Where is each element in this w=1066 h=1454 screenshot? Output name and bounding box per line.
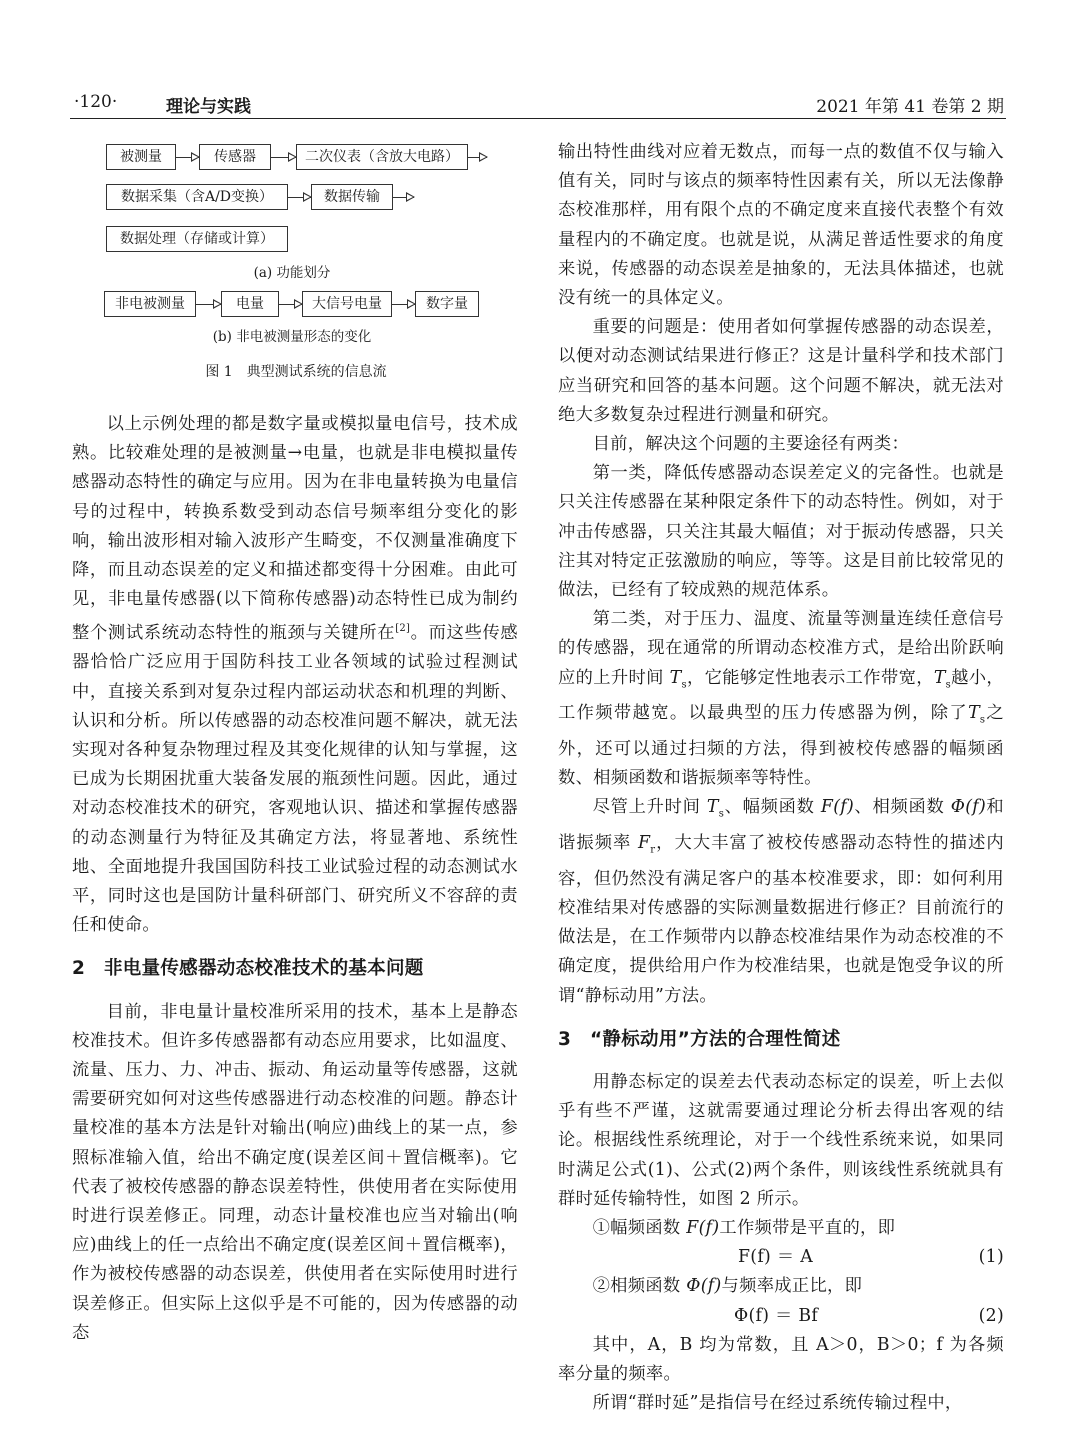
- flow-box: 二次仪表（含放大电路）: [296, 144, 468, 170]
- equation-1: F(f) ＝ A (1): [738, 1247, 1004, 1268]
- condition-1: ①幅频函数 F(f)工作频带是平直的，即: [592, 1217, 896, 1238]
- flow-box: 传感器: [199, 144, 271, 170]
- flow-box: 数据传输: [311, 184, 393, 210]
- arrow-icon: [195, 304, 221, 305]
- arrow-icon: [391, 304, 415, 305]
- paragraph: 重要的问题是：使用者如何掌握传感器的动态误差，以便对动态测试结果进行修正？这是计量科学和技术部门应当研究和回答的基本问题。这个问题不解决，就无法对绝大多数复杂过程进行测量和研究。: [558, 317, 1004, 425]
- figure-caption-a: (a) 功能划分: [253, 265, 331, 281]
- paragraph: 以上示例处理的都是数字量或模拟量电信号，技术成熟。比较难处理的是被测量→电量，也就是非电模拟量传感器动态特性的确定与应用。因为在非电量转换为电量信号的过程中，转换系数受到动态信号频率组分变化的影响，输出波形相对输入波形产生畸变，不仅测量准确度下降，而且动态误差的定义和描述都变得十分困难。由此可见，非电量传感器(以下简称传感器)动态特性已成为制约整个测试系统动态特性的瓶颈与关键所在[2]。而这些传感器恰恰广泛应用于国防科技工业各领域的试验过程测试中，直接关系到对复杂过程内部运动状态和机理的判断、认识和分析。所以传感器的动态校准问题不解决，就无法实现对各种复杂物理过程及其变化规律的认知与掌握，这已成为长期困扰重大装备发展的瓶颈性问题。因此，通过对动态校准技术的研究，客观地认识、描述和掌握传感器的动态测量行为特征及其确定方法，将显著地、系统性地、全面地提升我国国防科技工业试验过程的动态测试水平，同时这也是国防计量科研部门、研究所义不容辞的责任和使命。: [72, 414, 518, 936]
- arrow-icon: [175, 157, 199, 158]
- figure-title: 图 1 典型测试系统的信息流: [205, 364, 387, 380]
- arrow-icon: [278, 304, 302, 305]
- paragraph: 所谓“群时延”是指信号在经过系统传输过程中，: [592, 1393, 963, 1414]
- section-heading: 2 非电量传感器动态校准技术的基本问题: [72, 958, 424, 980]
- journal-section: 理论与实践: [166, 97, 251, 117]
- paragraph: 目前，非电量计量校准所采用的技术，基本上是静态校准技术。但许多传感器都有动态应用要求，比如温度、流量、压力、力、冲击、振动、角运动量等传感器，这就需要研究如何对这些传感器进行动态校准的问题。静态计量校准的基本方法是针对输出(响应)曲线上的某一点，参照标准输入值，给出不确定度(误差区间＋置信概率)。它代表了被校传感器的静态误差特性，供使用者在实际使用时进行误差修正。同理，动态计量校准也应当对输出(响应)曲线上的任一点给出不确定度(误差区间＋置信概率)，作为被校传感器的动态误差，供使用者在实际使用时进行误差修正。但实际上这似乎是不可能的，因为传感器的动态: [72, 1001, 518, 1343]
- arrow-icon: [392, 197, 414, 198]
- page-number: ·120·: [74, 92, 118, 112]
- left-column: [72, 410, 518, 1348]
- paragraph: 第二类，对于压力、温度、流量等测量连续任意信号的传感器，现在通常的所谓动态校准方式，是给出阶跃响应的上升时间 $T_s$，它能够定性地表示工作带宽，$T_s$越小，工作频带越宽。以最典型的压力传感器为例，除了$T_s$之外，还可以通过扫频的方法，得到被校传感器的幅频函数、相频函数和谐振频率等特性。: [558, 609, 1005, 789]
- equation-2: Φ(f) ＝ Bf (2): [734, 1305, 1004, 1326]
- condition-2: ②相频函数 Φ(f)与频率成正比，即: [592, 1276, 863, 1297]
- flow-box: 数据处理（存储或计算）: [106, 226, 288, 252]
- paragraph: 输出特性曲线对应着无数点，而每一点的数值不仅与输入值有关，同时与该点的频率特性因素有关，所以无法像静态校准那样，用有限个点的不确定度来直接代表整个有效量程内的不确定度。也就是说，从满足普适性要求的角度来说，传感器的动态误差是抽象的，无法具体描述，也就没有统一的具体定义。: [558, 142, 1004, 309]
- section-heading: 3 “静标动用”方法的合理性简述: [558, 1028, 841, 1050]
- flow-box: 被测量: [106, 144, 176, 170]
- arrow-icon: [467, 157, 487, 158]
- flow-box: 非电被测量: [104, 291, 196, 317]
- flow-box: 数据采集（含A/D变换）: [106, 184, 288, 210]
- citation: [2]: [395, 623, 411, 635]
- arrow-icon: [287, 197, 311, 198]
- arrow-icon: [270, 157, 296, 158]
- flow-box: 大信号电量: [302, 291, 392, 317]
- paragraph: 其中，A，B 均为常数，且 A＞0，B＞0；f 为各频率分量的频率。: [558, 1334, 1004, 1384]
- header-rule: [70, 118, 1006, 119]
- right-column: [558, 138, 1004, 1418]
- paragraph: 目前，解决这个问题的主要途径有两类：: [592, 434, 910, 455]
- paragraph: 第一类，降低传感器动态误差定义的完备性。也就是只关注传感器在某种限定条件下的动态特性。例如，对于冲击传感器，只关注其最大幅值；对于振动传感器，只关注其对特定正弦激励的响应，等等。这是目前比较常见的做法，已经有了较成熟的规范体系。: [558, 463, 1004, 601]
- flow-box: 数字量: [415, 291, 479, 317]
- issue-info: 2021 年第 41 卷第 2 期: [816, 97, 1004, 117]
- flow-box: 电量: [221, 291, 279, 317]
- paragraph: 用静态标定的误差去代表动态标定的误差，听上去似乎有些不严谨，这就需要通过理论分析去得出客观的结论。根据线性系统理论，对于一个线性系统来说，如果同时满足公式(1)、公式(2)两个条件，则该线性系统就具有群时延传输特性，如图 2 所示。: [558, 1071, 1004, 1209]
- paragraph: 尽管上升时间 $T_s$、幅频函数 F(f)、相频函数 Φ(f)和谐振频率 $F_r$，大大丰富了被校传感器动态特性的描述内容，但仍然没有满足客户的基本校准要求，即：如何利用校准结果对传感器的实际测量数据进行修正？目前流行的做法是，在工作频带内以静态校准结果作为动态校准的不确定度，提供给用户作为校准结果，也就是饱受争议的所谓“静标动用”方法。: [558, 797, 1005, 1006]
- figure-caption-b: (b) 非电被测量形态的变化: [212, 329, 372, 345]
